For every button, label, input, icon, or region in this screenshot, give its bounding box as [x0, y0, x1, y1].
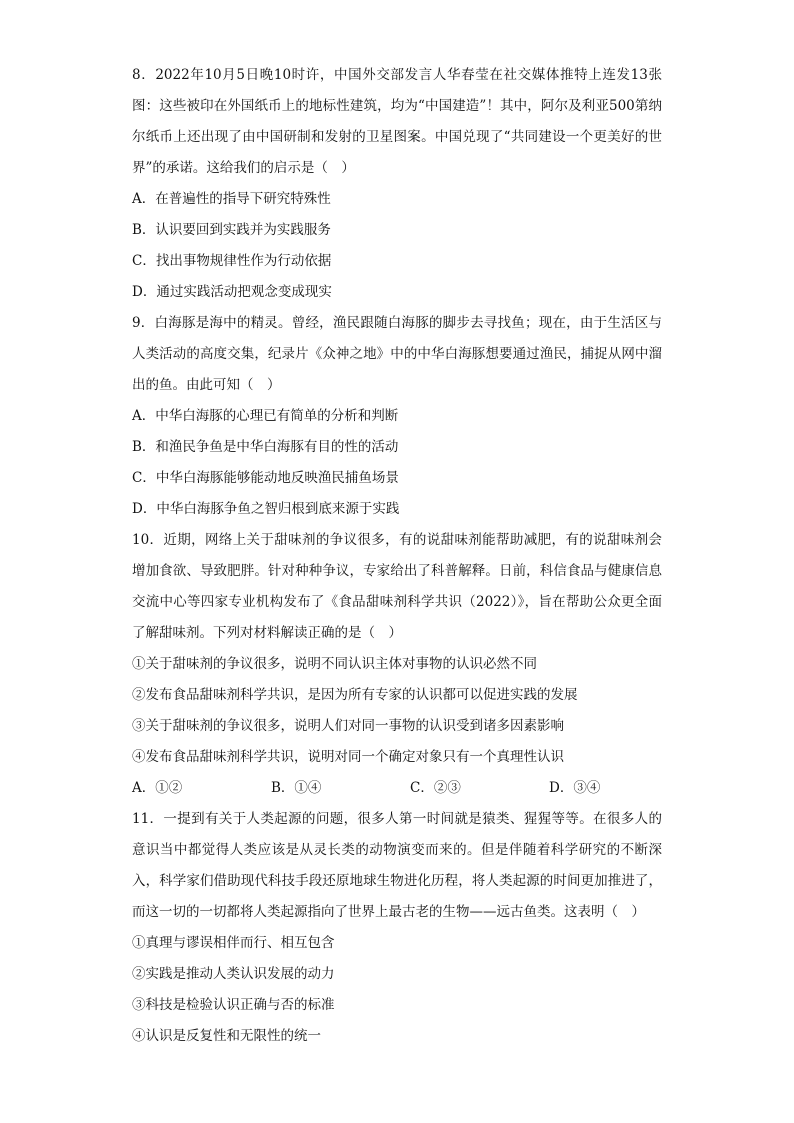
- question-10: [132, 525, 662, 804]
- question-10-choices: [132, 773, 662, 804]
- question-8: [132, 60, 662, 308]
- question-11-item-1: ①真理与谬误相伴而行、相互包含: [132, 935, 335, 951]
- question-9-option-d: D．中华白海豚争鱼之智归根到底来源于实践: [132, 501, 400, 517]
- question-10-item-1: ①关于甜味剂的争议很多，说明不同认识主体对事物的认识必然不同: [132, 656, 537, 672]
- question-10-choice-b: B．①④: [271, 780, 322, 796]
- question-8-option-c: C．找出事物规律性作为行动依据: [132, 253, 332, 269]
- question-11: [132, 804, 662, 1052]
- question-11-item-3: ③科技是检验认识正确与否的标准: [132, 997, 335, 1013]
- question-10-item-4: ④发布食品甜味剂科学共识，说明对同一个确定对象只有一个真理性认识: [132, 749, 564, 765]
- question-10-choice-a: A．①②: [132, 780, 183, 796]
- question-10-choice-d: D．③④: [549, 780, 601, 796]
- question-10-item-2: ②发布食品甜味剂科学共识，是因为所有专家的认识都可以促进实践的发展: [132, 687, 578, 703]
- question-10-stem: 10．近期，网络上关于甜味剂的争议很多，有的说甜味剂能帮助减肥，有的说甜味剂会增加食欲、导致肥胖。针对种种争议，专家给出了科普解释。日前，科信食品与健康信息交流中心等四家专业机构发布了《食品甜味剂科学共识（2022）》，旨在帮助公众更全面了解甜味剂。下列对材料解读正确的是（ ）: [132, 532, 662, 641]
- question-8-option-a: A．在普遍性的指导下研究特殊性: [132, 191, 331, 207]
- question-8-option-b: B．认识要回到实践并为实践服务: [132, 222, 331, 238]
- question-11-stem: 11．一提到有关于人类起源的问题，很多人第一时间就是猿类、猩猩等等。在很多人的意识当中都觉得人类应该是从灵长类的动物演变而来的。但是伴随着科学研究的不断深入，科学家们借助现代科技手段还原地球生物进化历程，将人类起源的时间更加推进了，而这一切的一切都将人类起源指向了世界上最古老的生物——远古鱼类。这表明（ ）: [132, 811, 662, 920]
- question-11-item-4: ④认识是反复性和无限性的统一: [132, 1028, 321, 1044]
- exam-page: [132, 60, 662, 1052]
- question-8-stem: 8．2022年10月5日晚10时许，中国外交部发言人华春莹在社交媒体推特上连发13张图：这些被印在外国纸币上的地标性建筑，均为“中国建造”！其中，阿尔及利亚500第纳尔纸币上还出现了由中国研制和发射的卫星图案。中国兑现了“共同建设一个更美好的世界”的承诺。这给我们的启示是（ ）: [132, 67, 662, 176]
- question-9-stem: 9．白海豚是海中的精灵。曾经，渔民跟随白海豚的脚步去寻找鱼；现在，由于生活区与人类活动的高度交集，纪录片《众神之地》中的中华白海豚想要通过渔民，捕捉从网中溜出的鱼。由此可知（ ）: [132, 315, 662, 393]
- question-9-option-c: C．中华白海豚能够能动地反映渔民捕鱼场景: [132, 470, 399, 486]
- question-9-option-a: A．中华白海豚的心理已有简单的分析和判断: [132, 408, 399, 424]
- question-11-item-2: ②实践是推动人类认识发展的动力: [132, 966, 335, 982]
- question-9-option-b: B．和渔民争鱼是中华白海豚有目的性的活动: [132, 439, 399, 455]
- question-8-option-d: D．通过实践活动把观念变成现实: [132, 284, 332, 300]
- question-10-item-3: ③关于甜味剂的争议很多，说明人们对同一事物的认识受到诸多因素影响: [132, 718, 564, 734]
- question-9: [132, 308, 662, 525]
- question-10-choice-c: C．②③: [410, 780, 461, 796]
